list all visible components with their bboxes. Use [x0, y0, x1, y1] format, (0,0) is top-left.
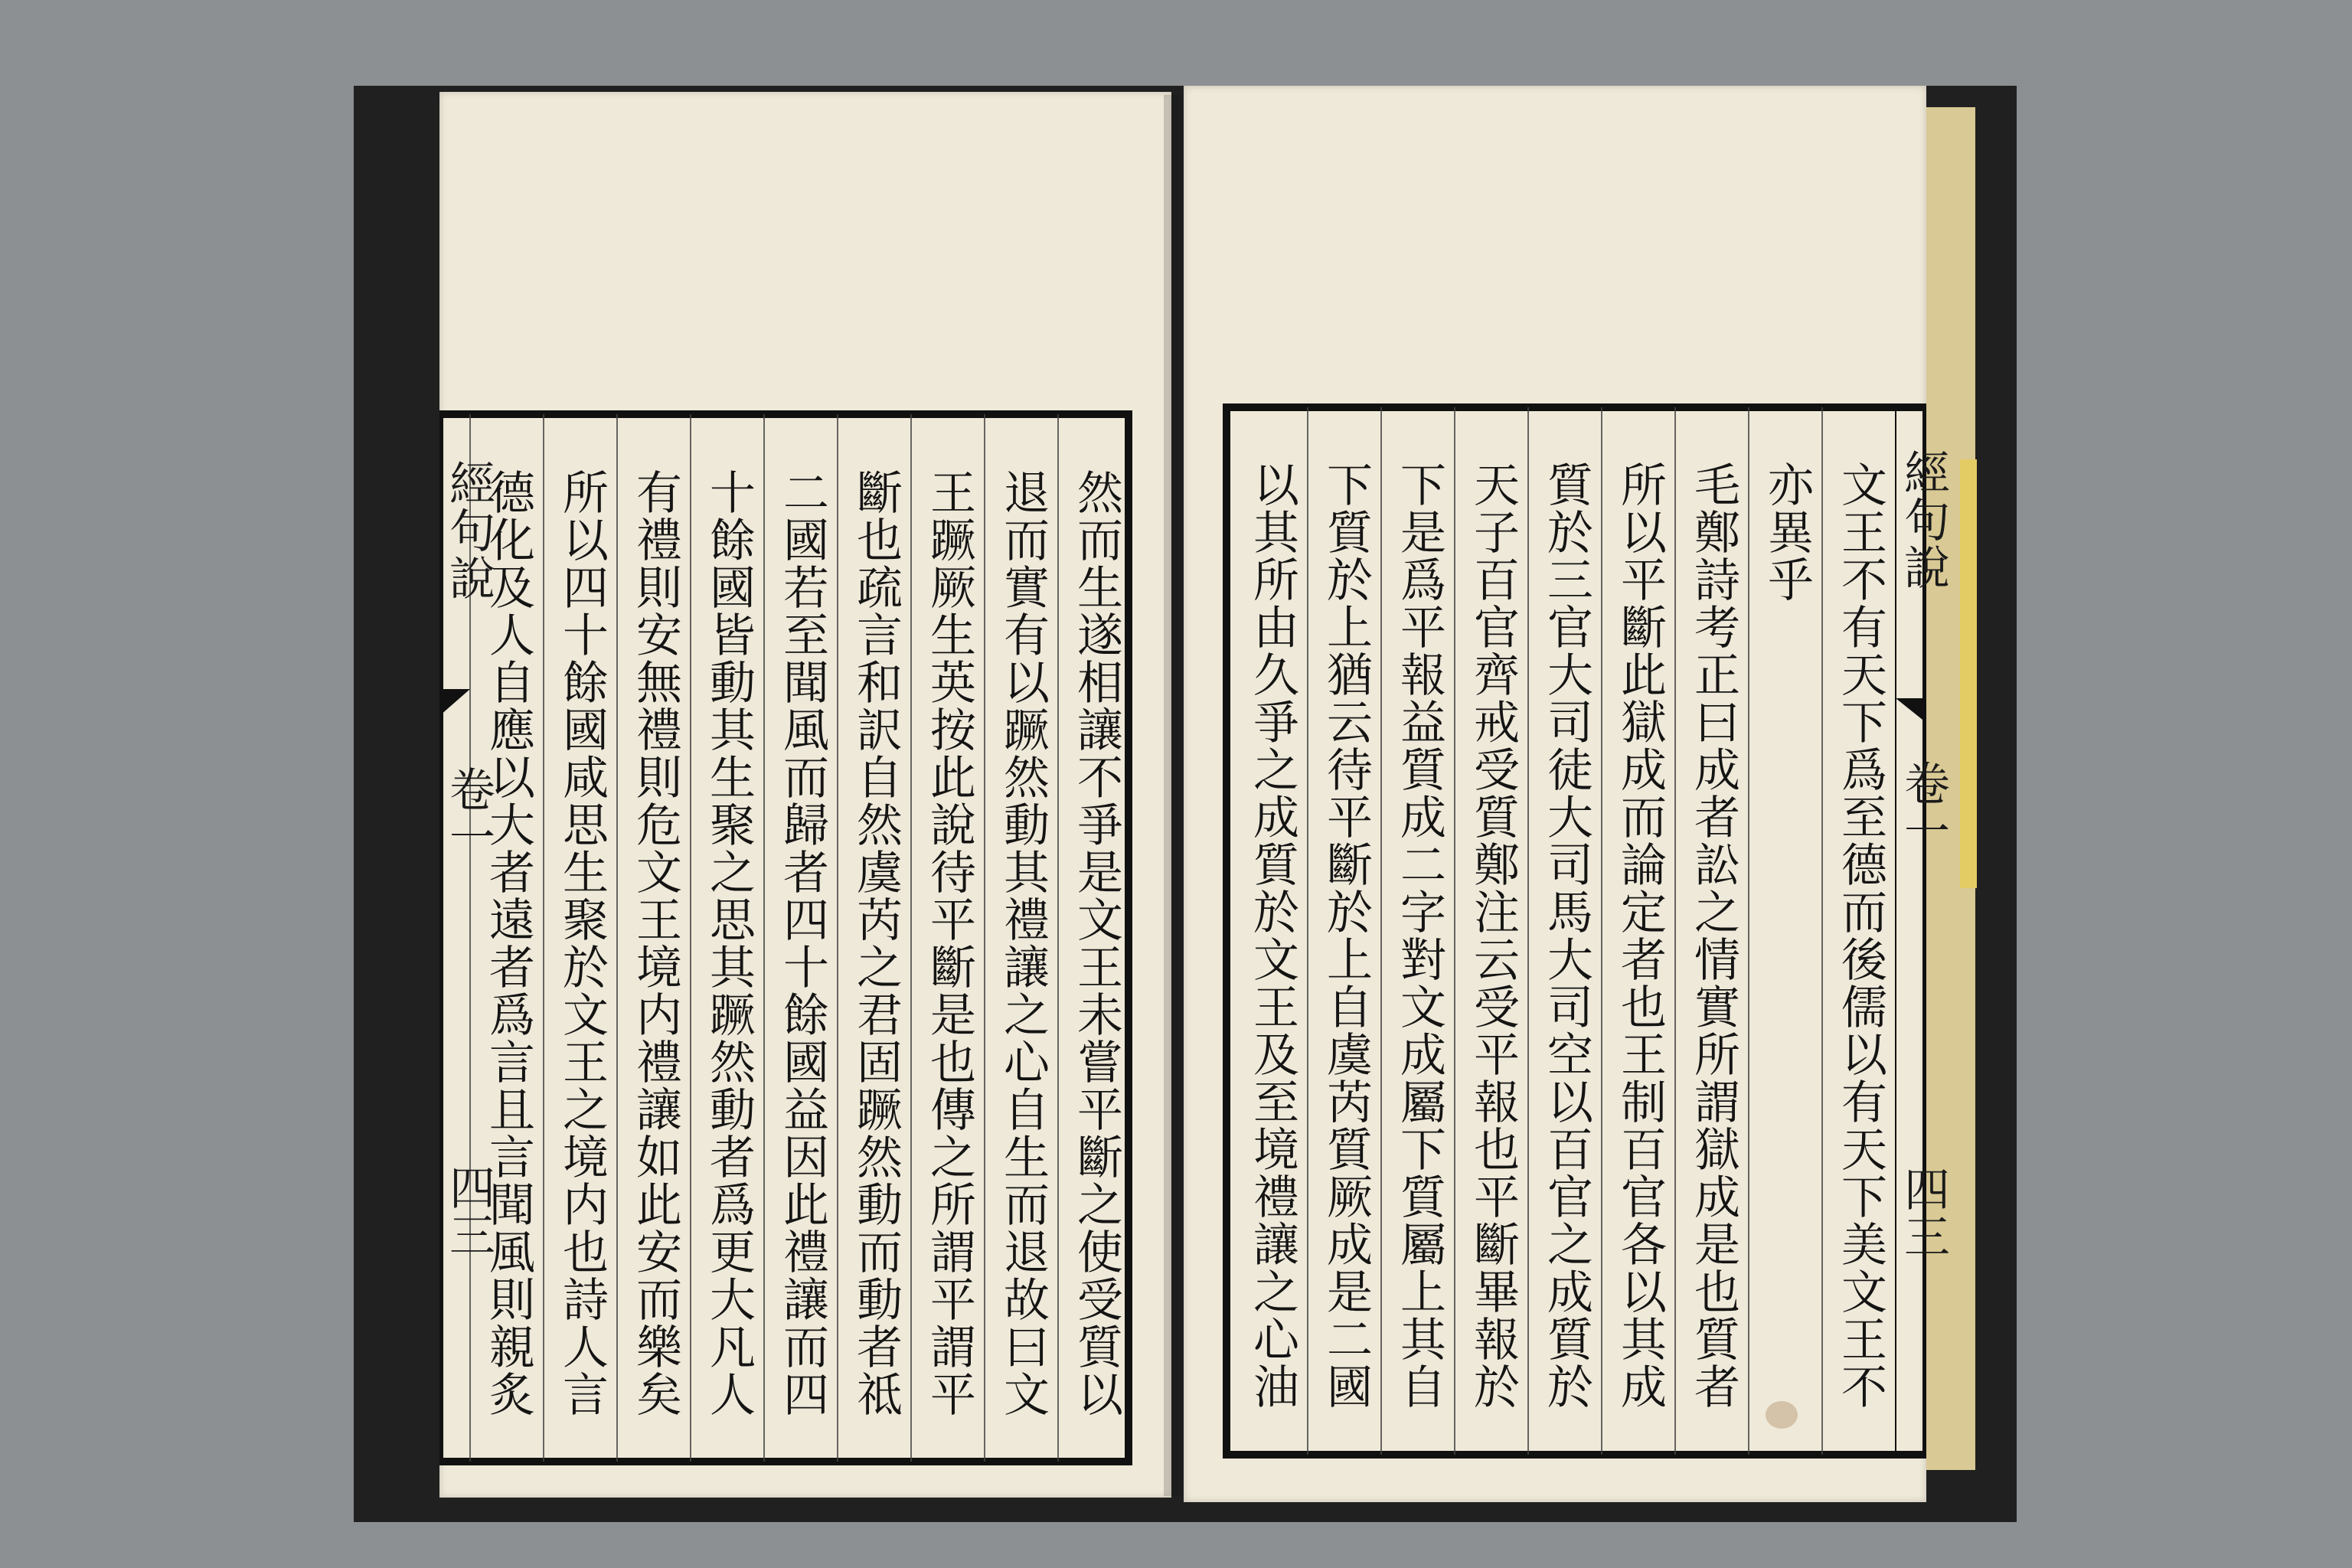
right-column-8: 下質於上猶云待平斷於上自虞芮質厥成是二國 [1319, 461, 1373, 1410]
left-column-9: 德化及人自應以大者遠者爲言且言聞風則親炙 [482, 469, 535, 1418]
left-margin-volume: 卷一 [442, 766, 495, 861]
left-column-6: 十餘國皆動其生聚之思其蹶然動者爲更大凡人 [702, 469, 756, 1418]
right-column-1: 文王不有天下爲至德而後儒以有天下美文王不 [1834, 461, 1887, 1410]
right-margin-page: 四三 [1896, 1165, 1950, 1260]
left-page [439, 92, 1171, 1498]
left-column-3: 王蹶厥生英按此說待平斷是也傳之所謂平謂平 [923, 469, 976, 1418]
right-column-7: 下是爲平報益質成二字對文成屬下質屬上其自 [1393, 461, 1446, 1410]
right-margin-volume: 卷一 [1896, 760, 1950, 854]
right-column-5: 質於三官大司徒大司馬大司空以百官之成質於 [1540, 461, 1593, 1410]
left-column-7: 有禮則安無禮則危文王境内禮讓如此安而樂矣 [629, 469, 682, 1418]
right-column-9: 以其所由久爭之成質於文王及至境禮讓之心油 [1246, 461, 1299, 1410]
right-column-4: 所以平斷此獄成而論定者也王制百官各以其成 [1613, 461, 1667, 1410]
right-page [1184, 86, 1950, 1502]
left-column-8: 所以四十餘國咸思生聚於文王之境内也詩人言 [555, 469, 609, 1418]
left-column-4: 斷也疏言和訳自然虞芮之君固蹶然動而動者祗 [849, 469, 903, 1418]
right-column-6: 天子百官齊戒受質鄭注云受平報也平斷畢報於 [1466, 461, 1520, 1410]
left-margin-page: 四三 [442, 1164, 495, 1259]
right-margin-title: 經句說 [1896, 449, 1950, 591]
right-column-3: 毛鄭詩考正曰成者訟之情實所謂獄成是也質者 [1687, 461, 1740, 1410]
left-margin-title: 經句說 [442, 459, 495, 602]
left-column-2: 退而實有以蹶然動其禮讓之心自生而退故曰文 [996, 469, 1050, 1418]
left-column-5: 二國若至聞風而歸者四十餘國益因此禮讓而四 [776, 469, 829, 1418]
left-column-1: 然而生遂相讓不爭是文王未嘗平斷之使受質以 [1070, 469, 1123, 1418]
page-edge-highlight [1960, 459, 1977, 888]
right-column-2: 亦異乎 [1760, 461, 1814, 603]
paper-stain [1766, 1401, 1798, 1429]
